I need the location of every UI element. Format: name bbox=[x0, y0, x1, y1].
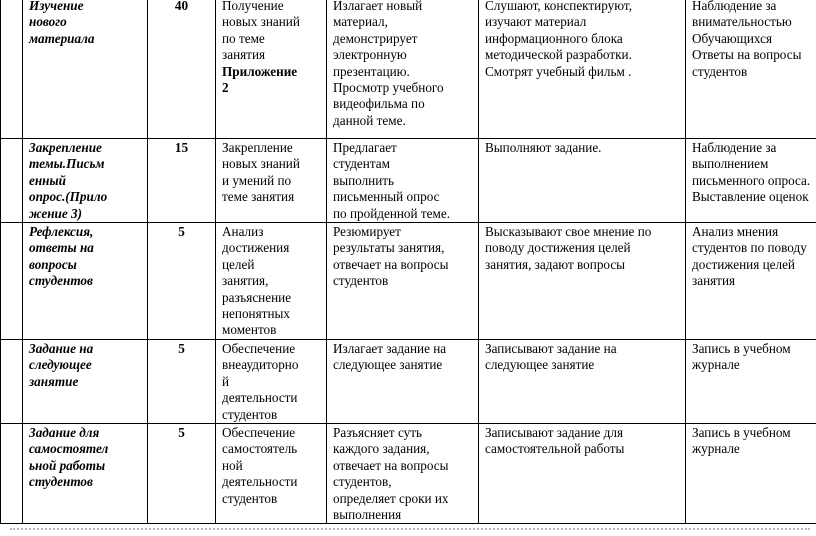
cell-text-line: изучают материал bbox=[485, 14, 587, 30]
cell-text-line: следующее занятие bbox=[333, 357, 443, 373]
cell-text-line: по теме bbox=[222, 30, 265, 46]
stage-cell bbox=[23, 423, 148, 523]
cell-text-line: занятия, задают вопросы bbox=[485, 256, 626, 272]
cell-text-line: Излагает задание на bbox=[333, 340, 447, 356]
teacher-activity-cell bbox=[327, 423, 479, 523]
cell-text-line: Высказывают свое мнение по bbox=[485, 224, 652, 240]
stage-cell bbox=[23, 223, 148, 340]
cell-text-line: деятельности bbox=[222, 390, 298, 406]
student-activity-cell bbox=[479, 423, 686, 523]
cell-text-line: письменный опрос bbox=[333, 189, 440, 205]
table-row bbox=[1, 0, 816, 139]
student-activity-cell bbox=[479, 139, 686, 223]
row-number-cell bbox=[1, 223, 23, 340]
cell-text-line: студентов bbox=[29, 474, 93, 490]
cell-text-line: темы.Письм bbox=[29, 156, 105, 172]
cell-text-line: непонятных bbox=[222, 306, 290, 322]
cell-text-line: выполнения bbox=[333, 506, 402, 522]
cell-text-line: занятия bbox=[222, 47, 266, 63]
cell-text-line: ьной работы bbox=[29, 457, 106, 473]
time-cell: 40 bbox=[148, 0, 216, 139]
cell-text-line: студентов bbox=[222, 406, 278, 422]
cell-text-line: опрос.(Прило bbox=[29, 189, 108, 205]
cell-text-line: журнале bbox=[692, 441, 740, 457]
cell-text-line: электронную bbox=[333, 47, 407, 63]
cell-text-line: студентов bbox=[222, 490, 278, 506]
cell-text-line: Изучение bbox=[29, 0, 84, 13]
cell-text-line: выполнением bbox=[692, 156, 769, 172]
goal-cell bbox=[216, 423, 327, 523]
cell-text-line: самостоятел bbox=[29, 441, 109, 457]
cell-text-line: Приложение bbox=[222, 63, 298, 79]
control-cell bbox=[686, 223, 816, 340]
cell-text-line: вопросы bbox=[29, 256, 77, 272]
cell-text-line: Рефлексия, bbox=[29, 224, 94, 240]
cell-text-line: енный bbox=[29, 172, 66, 188]
stage-cell bbox=[23, 139, 148, 223]
cell-text-line: целей bbox=[222, 256, 255, 272]
cell-text-line: новых знаний bbox=[222, 156, 300, 172]
stage-cell bbox=[23, 339, 148, 423]
cell-text-line: нового bbox=[29, 14, 67, 30]
cell-text-line: Просмотр учебного bbox=[333, 80, 444, 96]
cell-text-line: студентов, bbox=[333, 474, 392, 490]
cell-text-line: Разъясняет суть bbox=[333, 424, 422, 440]
stage-cell bbox=[23, 0, 148, 139]
cell-text-line: Запись в учебном bbox=[692, 424, 791, 440]
cell-text-line: отвечает на вопросы bbox=[333, 256, 449, 272]
cell-text-line: Ответы на вопросы bbox=[692, 47, 802, 63]
cell-text-line: Закрепление bbox=[29, 140, 102, 155]
table-row bbox=[1, 423, 816, 523]
cell-text-line: внеаудиторно bbox=[222, 357, 299, 373]
cell-text-line: данной теме. bbox=[333, 112, 406, 128]
cell-text-line: теме занятия bbox=[222, 189, 295, 205]
cell-text-line: студентов по поводу bbox=[692, 240, 807, 256]
cell-text-line: моментов bbox=[222, 322, 277, 338]
cell-text-line: и умений по bbox=[222, 172, 292, 188]
cell-text-line: студентам bbox=[333, 156, 390, 172]
cell-text-line: Наблюдение за bbox=[692, 0, 777, 13]
time-cell: 15 bbox=[148, 139, 216, 223]
cell-text-line: Обучающихся bbox=[692, 30, 773, 46]
table-row bbox=[1, 223, 816, 340]
cell-text-line: презентацию. bbox=[333, 63, 410, 79]
cell-text-line: следующее bbox=[29, 357, 92, 373]
cell-text-line: выполнить bbox=[333, 172, 395, 188]
cell-text-line: Обеспечение bbox=[222, 424, 296, 440]
student-activity-cell bbox=[479, 0, 686, 139]
cell-text-line: занятия bbox=[692, 273, 736, 289]
cell-text-line: Выполняют задание. bbox=[485, 140, 602, 155]
cell-text-line: й bbox=[222, 373, 230, 389]
cell-text-line: ной bbox=[222, 457, 243, 473]
cell-text-line: Излагает новый bbox=[333, 0, 423, 13]
cell-text-line: Обеспечение bbox=[222, 340, 296, 356]
teacher-activity-cell bbox=[327, 223, 479, 340]
row-number-cell bbox=[1, 423, 23, 523]
cell-text-line: материал, bbox=[333, 14, 388, 30]
row-number-cell bbox=[1, 139, 23, 223]
cell-text-line: студентов bbox=[29, 273, 93, 289]
page-divider bbox=[10, 528, 810, 530]
cell-text-line: Получение bbox=[222, 0, 284, 13]
cell-text-line: самостоятельной работы bbox=[485, 441, 625, 457]
student-activity-cell bbox=[479, 223, 686, 340]
teacher-activity-cell bbox=[327, 339, 479, 423]
cell-text-line: информационного блока bbox=[485, 30, 623, 46]
cell-text-line: занятия, bbox=[222, 273, 269, 289]
cell-text-line: деятельности bbox=[222, 474, 298, 490]
cell-text-line: студентов bbox=[333, 273, 389, 289]
cell-text-line: Запись в учебном bbox=[692, 340, 791, 356]
cell-text-line: разъяснение bbox=[222, 289, 292, 305]
student-activity-cell bbox=[479, 339, 686, 423]
cell-text-line: Выставление оценок bbox=[692, 189, 809, 205]
control-cell bbox=[686, 139, 816, 223]
cell-text-line: 2 bbox=[222, 80, 229, 96]
row-number-cell bbox=[1, 0, 23, 139]
cell-text-line: результаты занятия, bbox=[333, 240, 445, 256]
teacher-activity-cell bbox=[327, 0, 479, 139]
cell-text-line: поводу достижения целей bbox=[485, 240, 631, 256]
cell-text-line: Задание на bbox=[29, 340, 94, 356]
cell-text-line: Задание для bbox=[29, 424, 100, 440]
time-cell: 5 bbox=[148, 339, 216, 423]
cell-text-line: достижения целей bbox=[692, 256, 795, 272]
time-cell: 5 bbox=[148, 223, 216, 340]
cell-text-line: внимательностью bbox=[692, 14, 792, 30]
cell-text-line: Закрепление bbox=[222, 140, 293, 155]
time-cell: 5 bbox=[148, 423, 216, 523]
cell-text-line: письменного опроса. bbox=[692, 172, 811, 188]
cell-text-line: студентов bbox=[692, 63, 748, 79]
cell-text-line: методической разработки. bbox=[485, 47, 632, 63]
goal-cell bbox=[216, 0, 327, 139]
cell-text-line: журнале bbox=[692, 357, 740, 373]
cell-text-line: новых знаний bbox=[222, 14, 300, 30]
cell-text-line: занятие bbox=[29, 373, 79, 389]
cell-text-line: Записывают задание для bbox=[485, 424, 624, 440]
goal-cell bbox=[216, 139, 327, 223]
table-row bbox=[1, 339, 816, 423]
control-cell bbox=[686, 0, 816, 139]
cell-text-line: демонстрирует bbox=[333, 30, 418, 46]
cell-text-line: Слушают, конспектируют, bbox=[485, 0, 632, 13]
cell-text-line: видеофильма по bbox=[333, 96, 425, 112]
cell-text-line: каждого задания, bbox=[333, 441, 430, 457]
cell-text-line: достижения bbox=[222, 240, 290, 256]
goal-cell bbox=[216, 339, 327, 423]
cell-text-line: самостоятель bbox=[222, 441, 298, 457]
teacher-activity-cell bbox=[327, 139, 479, 223]
cell-text-line: Записывают задание на bbox=[485, 340, 617, 356]
cell-text-line: Анализ мнения bbox=[692, 224, 779, 240]
control-cell bbox=[686, 339, 816, 423]
control-cell bbox=[686, 423, 816, 523]
row-number-cell bbox=[1, 339, 23, 423]
cell-text-line: определяет сроки их bbox=[333, 490, 449, 506]
cell-text-line: Наблюдение за bbox=[692, 140, 777, 155]
cell-text-line: Резюмирует bbox=[333, 224, 401, 240]
cell-text-line: Предлагает bbox=[333, 140, 397, 155]
cell-text-line: отвечает на вопросы bbox=[333, 457, 449, 473]
cell-text-line: следующее занятие bbox=[485, 357, 595, 373]
goal-cell bbox=[216, 223, 327, 340]
cell-text-line: Анализ bbox=[222, 224, 264, 240]
cell-text-line: Смотрят учебный фильм . bbox=[485, 63, 632, 79]
cell-text-line: жение 3) bbox=[29, 205, 83, 221]
cell-text-line: ответы на bbox=[29, 240, 94, 256]
cell-text-line: материала bbox=[29, 30, 95, 46]
table-row bbox=[1, 139, 816, 223]
cell-text-line: по пройденной теме. bbox=[333, 205, 450, 221]
